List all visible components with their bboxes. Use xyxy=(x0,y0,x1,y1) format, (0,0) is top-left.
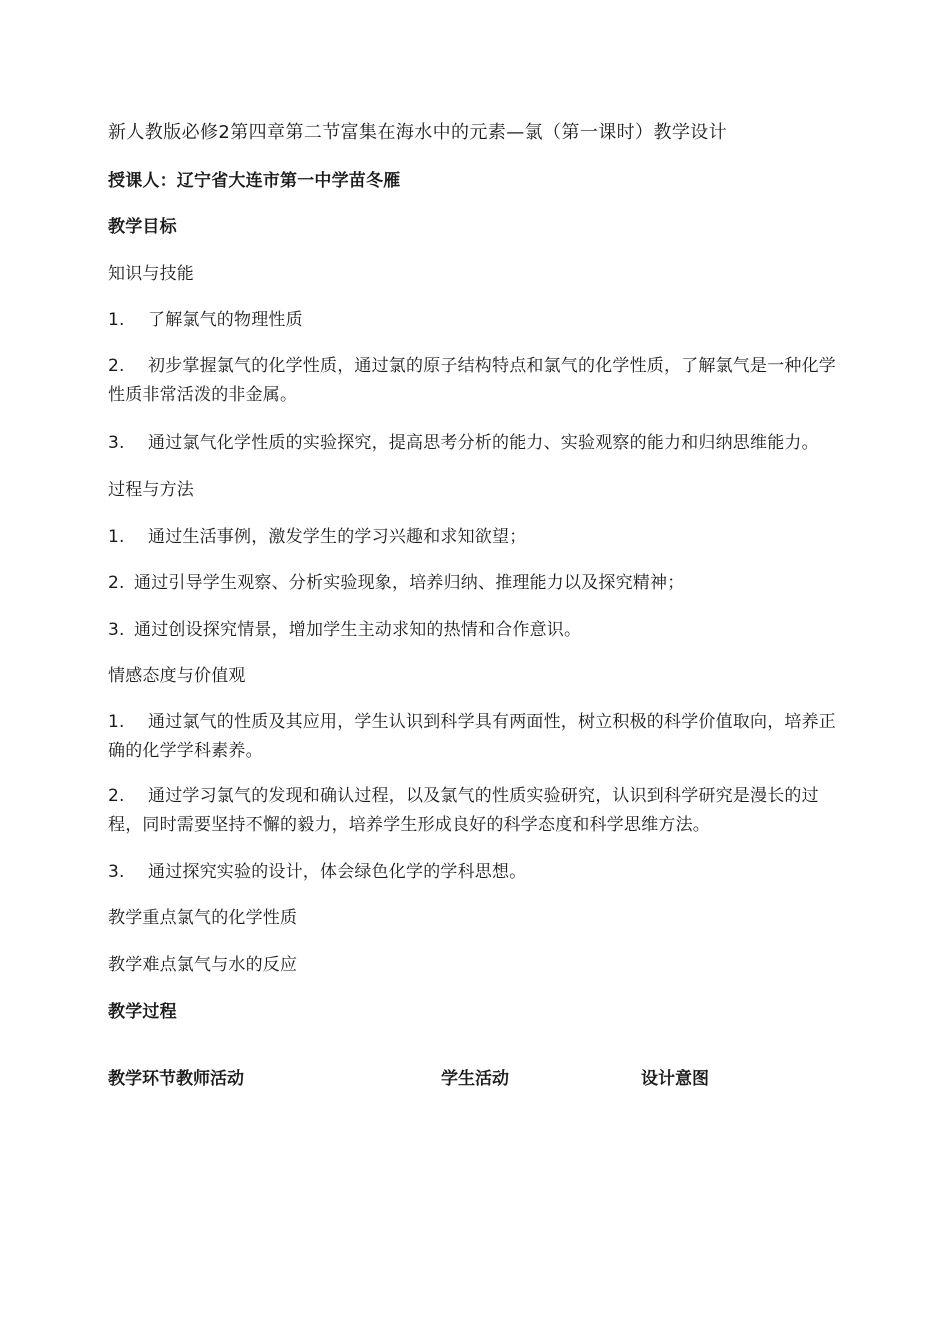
item-text: 通过氯气化学性质的实验探究，提高思考分析的能力、实验观察的能力和归纳思维能力。 xyxy=(148,433,819,453)
item-number: 2. xyxy=(108,573,125,593)
procedure-heading: 教学过程 xyxy=(108,1002,177,1022)
process-item-1 xyxy=(108,522,526,552)
item-number: 3. xyxy=(108,862,125,882)
objectives-heading: 教学目标 xyxy=(108,217,177,237)
table-header-student: 学生活动 xyxy=(441,1069,509,1089)
knowledge-heading: 知识与技能 xyxy=(108,264,194,284)
emotion-heading: 情感态度与价值观 xyxy=(108,666,246,686)
item-number: 3. xyxy=(108,433,125,453)
emotion-item-1 xyxy=(108,708,843,766)
table-header-intent: 设计意图 xyxy=(641,1069,709,1089)
document-title: 新人教版必修2第四章第二节富集在海水中的元素—氯（第一课时）教学设计 xyxy=(108,122,728,143)
difficulty-line: 教学难点氯气与水的反应 xyxy=(108,955,298,975)
item-text: 通过生活事例，激发学生的学习兴趣和求知欲望； xyxy=(148,527,527,547)
emotion-item-2 xyxy=(108,782,843,840)
item-number: 1. xyxy=(108,527,125,547)
item-text: 了解氯气的物理性质 xyxy=(148,310,303,330)
process-item-3 xyxy=(108,615,581,645)
table-header-stage-teacher: 教学环节教师活动 xyxy=(108,1069,244,1089)
item-number: 3. xyxy=(108,620,125,640)
item-text: 通过学习氯气的发现和确认过程，以及氯气的性质实验研究，认识到科学研究是漫长的过程，同时需要坚持不懈的毅力，培养学生形成良好的科学态度和科学思维方法。 xyxy=(108,786,819,835)
item-text: 初步掌握氯气的化学性质，通过氯的原子结构特点和氯气的化学性质，了解氯气是一种化学性质非常活泼的非金属。 xyxy=(108,356,836,405)
knowledge-item-2 xyxy=(108,352,843,410)
process-heading: 过程与方法 xyxy=(108,480,194,500)
item-text: 通过氯气的性质及其应用，学生认识到科学具有两面性，树立积极的科学价值取向，培养正确的化学学科素养。 xyxy=(108,712,836,761)
process-item-2 xyxy=(108,568,684,598)
item-text: 通过创设探究情景，增加学生主动求知的热情和合作意识。 xyxy=(134,620,582,640)
item-text: 通过探究实验的设计，体会绿色化学的学科思想。 xyxy=(148,862,527,882)
item-number: 1. xyxy=(108,712,125,732)
item-number: 1. xyxy=(108,310,125,330)
knowledge-item-3 xyxy=(108,428,819,458)
item-number: 2. xyxy=(108,786,125,806)
emotion-item-3 xyxy=(108,857,526,887)
item-text: 通过引导学生观察、分析实验现象，培养归纳、推理能力以及探究精神； xyxy=(134,573,685,593)
item-number: 2. xyxy=(108,356,125,376)
knowledge-item-1 xyxy=(108,305,303,335)
key-point-line: 教学重点氯气的化学性质 xyxy=(108,908,298,928)
teacher-line: 授课人：辽宁省大连市第一中学苗冬雁 xyxy=(108,171,401,191)
